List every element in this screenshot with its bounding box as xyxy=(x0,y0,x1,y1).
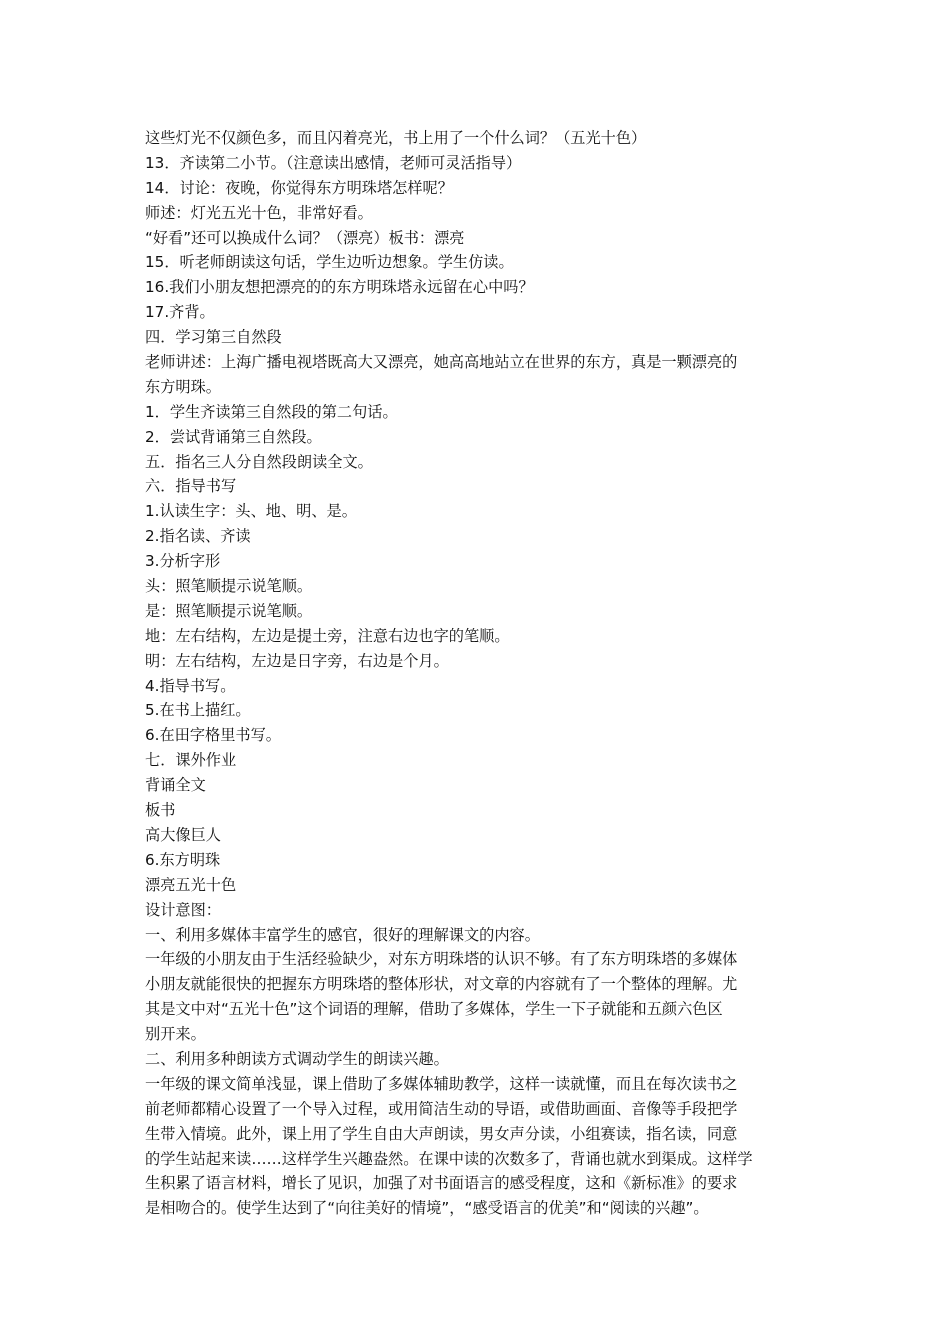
text-line: 头：照笔顺提示说笔顺。 xyxy=(145,577,313,596)
text-line: 漂亮五光十色 xyxy=(145,875,237,894)
text-line: 16.我们小朋友想把漂亮的的东方明珠塔永远留在心中吗？ xyxy=(145,278,534,297)
text-line: 15．听老师朗读这句话，学生边听边想象。学生仿读。 xyxy=(145,253,514,272)
text-line: 地：左右结构，左边是提土旁，注意右边也字的笔顺。 xyxy=(145,626,510,645)
text-line: 6.在田字格里书写。 xyxy=(145,726,281,745)
section-heading: 四．学习第三自然段 xyxy=(145,328,282,347)
text-line: 1．学生齐读第三自然段的第二句话。 xyxy=(145,402,398,421)
text-line: 3.分析字形 xyxy=(145,552,221,571)
text-line: 13．齐读第二小节。（注意读出感情，老师可灵活指导） xyxy=(145,153,522,172)
text-line: 设计意图： xyxy=(145,900,221,919)
section-heading: 七．课外作业 xyxy=(145,751,237,770)
text-line: 2.指名读、齐读 xyxy=(145,527,251,546)
text-line: 1.认读生字：头、地、明、是。 xyxy=(145,502,357,521)
text-line: 2．尝试背诵第三自然段。 xyxy=(145,427,322,446)
text-line: 14．讨论：夜晚，你觉得东方明珠塔怎样呢？ xyxy=(145,178,453,197)
section-heading: 二、利用多种朗读方式调动学生的朗读兴趣。 xyxy=(145,1049,449,1068)
text-line: 这些灯光不仅颜色多，而且闪着亮光，书上用了一个什么词？（五光十色） xyxy=(145,129,647,147)
text-line: 生带入情境。此外，课上用了学生自由大声朗读，男女声分读，小组赛读，指名读，同意 xyxy=(145,1124,738,1143)
text-line: 高大像巨人 xyxy=(145,825,221,844)
text-line: 一年级的小朋友由于生活经验缺少，对东方明珠塔的认识不够。有了东方明珠塔的多媒体 xyxy=(145,950,738,969)
text-line: 前老师都精心设置了一个导入过程，或用简洁生动的导语，或借助画面、音像等手段把学 xyxy=(145,1099,738,1118)
text-line: “好看”还可以换成什么词？（漂亮）板书：漂亮 xyxy=(145,228,465,247)
text-line: 背诵全文 xyxy=(145,776,206,795)
text-line: 小朋友就能很快的把握东方明珠塔的整体形状，对文章的内容就有了一个整体的理解。尤 xyxy=(145,975,738,994)
section-heading: 五．指名三人分自然段朗读全文。 xyxy=(145,452,373,471)
text-line: 老师讲述：上海广播电视塔既高大又漂亮，她高高地站立在世界的东方，真是一颗漂亮的 xyxy=(145,353,738,372)
text-line: 师述：灯光五光十色，非常好看。 xyxy=(145,203,373,222)
document-body xyxy=(145,126,807,1221)
text-line: 明：左右结构，左边是日字旁，右边是个月。 xyxy=(145,651,449,670)
text-line: 17.齐背。 xyxy=(145,303,215,322)
text-line: 5.在书上描红。 xyxy=(145,701,251,720)
text-line: 是相吻合的。使学生达到了“向往美好的情境”，“感受语言的优美”和“阅读的兴趣”。 xyxy=(145,1199,709,1218)
text-line: 别开来。 xyxy=(145,1025,206,1044)
text-line: 东方明珠。 xyxy=(145,377,221,396)
text-line: 4.指导书写。 xyxy=(145,676,236,695)
text-line: 的学生站起来读……这样学生兴趣盎然。在课中读的次数多了，背诵也就水到渠成。这样学 xyxy=(145,1149,753,1168)
section-heading: 六．指导书写 xyxy=(145,477,237,496)
text-line: 是：照笔顺提示说笔顺。 xyxy=(145,601,313,620)
text-line: 板书 xyxy=(145,801,176,820)
text-line: 其是文中对“五光十色”这个词语的理解，借助了多媒体，学生一下子就能和五颜六色区 xyxy=(145,1000,723,1019)
text-line: 一年级的课文简单浅显，课上借助了多媒体辅助教学，这样一读就懂，而且在每次读书之 xyxy=(145,1074,738,1093)
section-heading: 一、利用多媒体丰富学生的感官，很好的理解课文的内容。 xyxy=(145,925,540,944)
text-line: 6.东方明珠 xyxy=(145,850,221,869)
text-line: 生积累了语言材料，增长了见识，加强了对书面语言的感受程度，这和《新标准》的要求 xyxy=(145,1174,738,1193)
